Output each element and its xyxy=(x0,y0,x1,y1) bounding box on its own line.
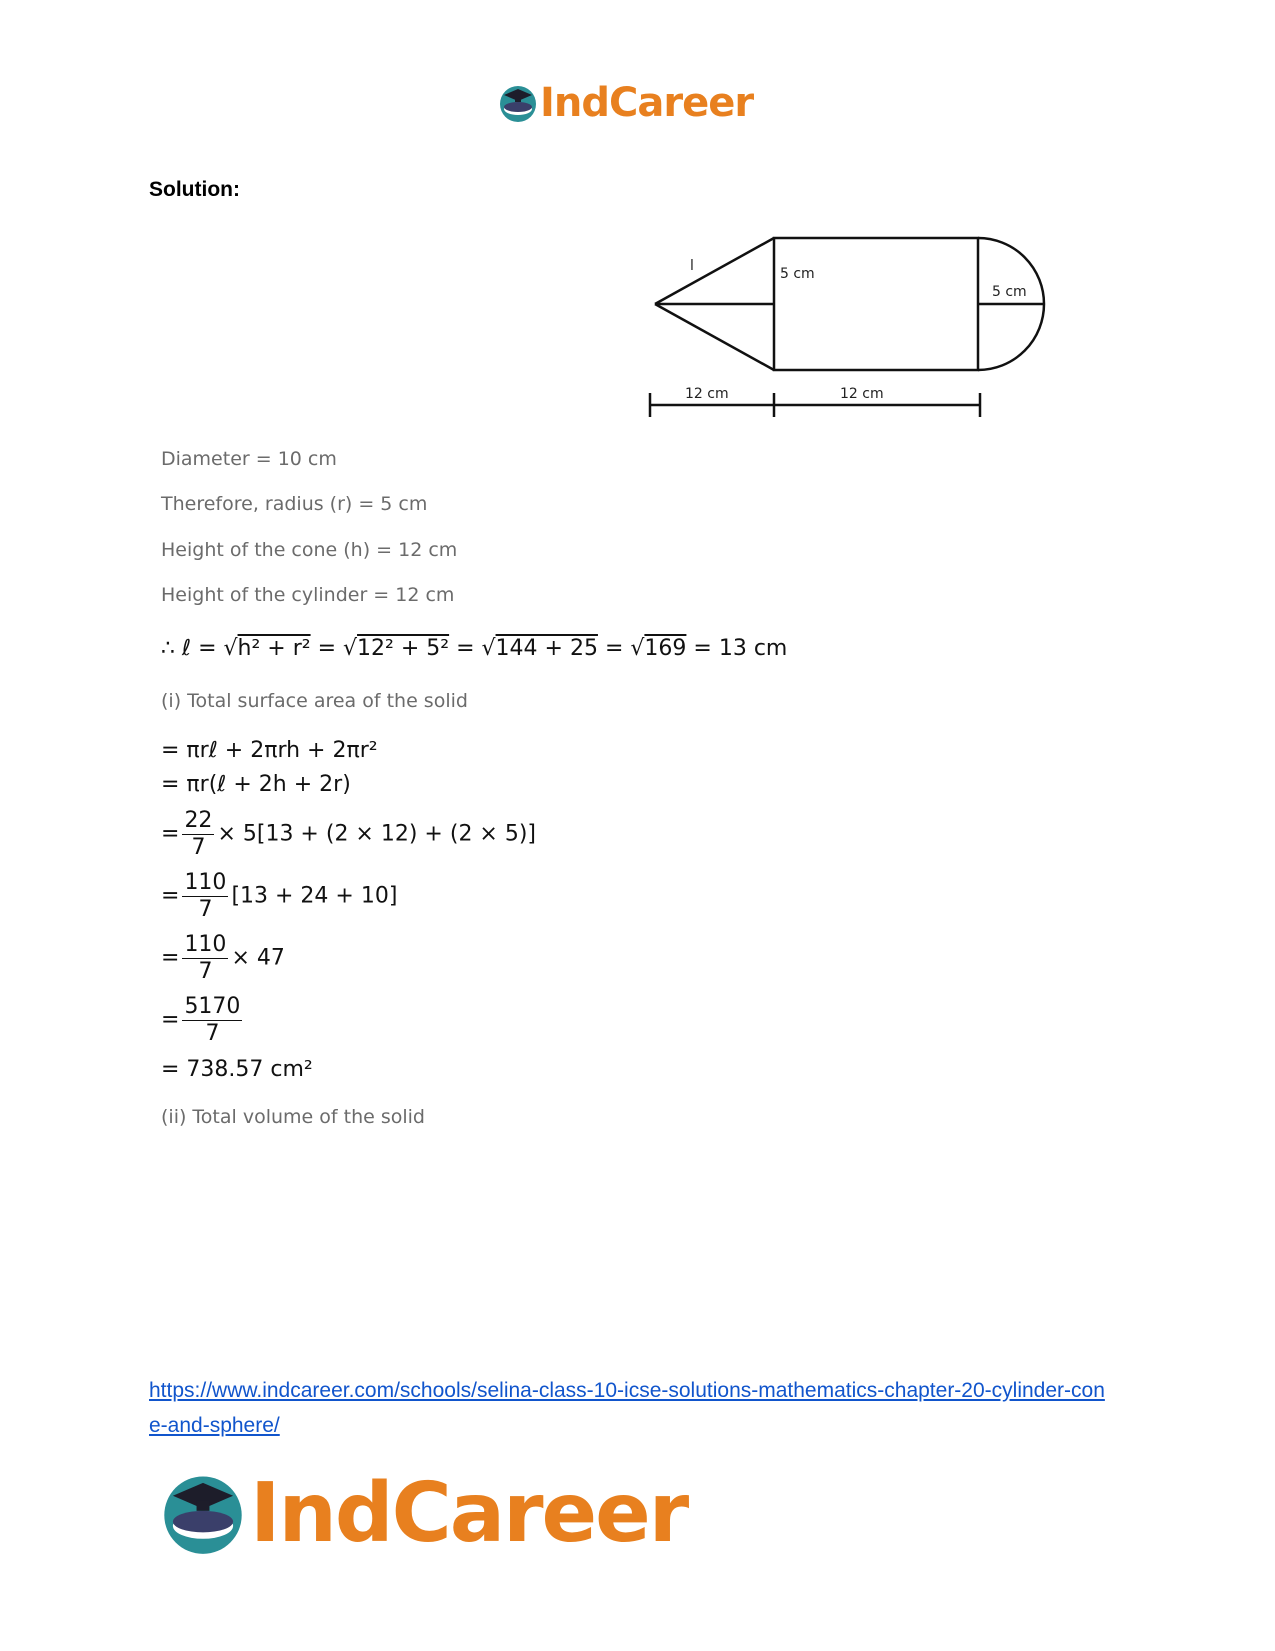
tsa-line-1: = πrℓ + 2πrh + 2πr² xyxy=(161,738,378,763)
hemisphere-radius-label: 5 cm xyxy=(992,284,1027,300)
tsa-result: = 738.57 cm² xyxy=(161,1057,313,1082)
graduation-book-icon xyxy=(498,83,538,123)
cylinder-length-label: 12 cm xyxy=(840,386,884,402)
part1-heading: (i) Total surface area of the solid xyxy=(161,690,468,712)
given-diameter: Diameter = 10 cm xyxy=(161,448,337,470)
given-cylinder-height: Height of the cylinder = 12 cm xyxy=(161,584,455,606)
fraction: $\frac{110}{7}$ xyxy=(184,870,227,922)
fraction: $\frac{110}{7}$ xyxy=(184,932,227,984)
cone-length-label: 12 cm xyxy=(685,386,729,402)
tsa-line-6: = $\frac{5170}{7}$ xyxy=(161,994,241,1046)
fraction: $\frac{22}{7}$ xyxy=(184,808,213,860)
brand-name: IndCareer xyxy=(250,1465,688,1561)
tsa-line-5: = $\frac{110}{7}$ × 47 xyxy=(161,932,285,984)
graduation-book-icon xyxy=(160,1470,246,1556)
header-logo xyxy=(498,78,753,128)
cone-radius-label: 5 cm xyxy=(780,266,815,282)
tsa-line-4: = $\frac{110}{7}$ [13 + 24 + 10] xyxy=(161,870,398,922)
cone-upper-slant xyxy=(655,238,774,304)
fraction: $\frac{5170}{7}$ xyxy=(184,994,241,1046)
cone-lower-slant xyxy=(655,304,774,370)
tsa-line-3: = $\frac{22}{7}$ × 5[13 + (2 × 12) + (2 × 5)] xyxy=(161,808,537,860)
part2-heading: (ii) Total volume of the solid xyxy=(161,1106,425,1128)
source-link[interactable]: https://www.indcareer.com/schools/selina-class-10-icse-solutions-mathematics-chapter-20-cylinder-cone-and-sphere/ xyxy=(149,1379,1105,1437)
footer-logo xyxy=(160,1465,688,1561)
cylinder-body xyxy=(774,238,978,370)
solution-label: Solution: xyxy=(149,178,240,201)
slant-label: l xyxy=(690,258,694,274)
brand-name: IndCareer xyxy=(540,80,754,126)
slant-height-equation: ∴ ℓ = √h² + r² = √12² + 5² = √144 + 25 = √169 = 13 cm xyxy=(161,636,788,661)
tsa-line-2: = πr(ℓ + 2h + 2r) xyxy=(161,772,351,797)
given-cone-height: Height of the cone (h) = 12 cm xyxy=(161,539,458,561)
solid-diagram xyxy=(640,230,1060,426)
given-radius: Therefore, radius (r) = 5 cm xyxy=(161,493,428,515)
